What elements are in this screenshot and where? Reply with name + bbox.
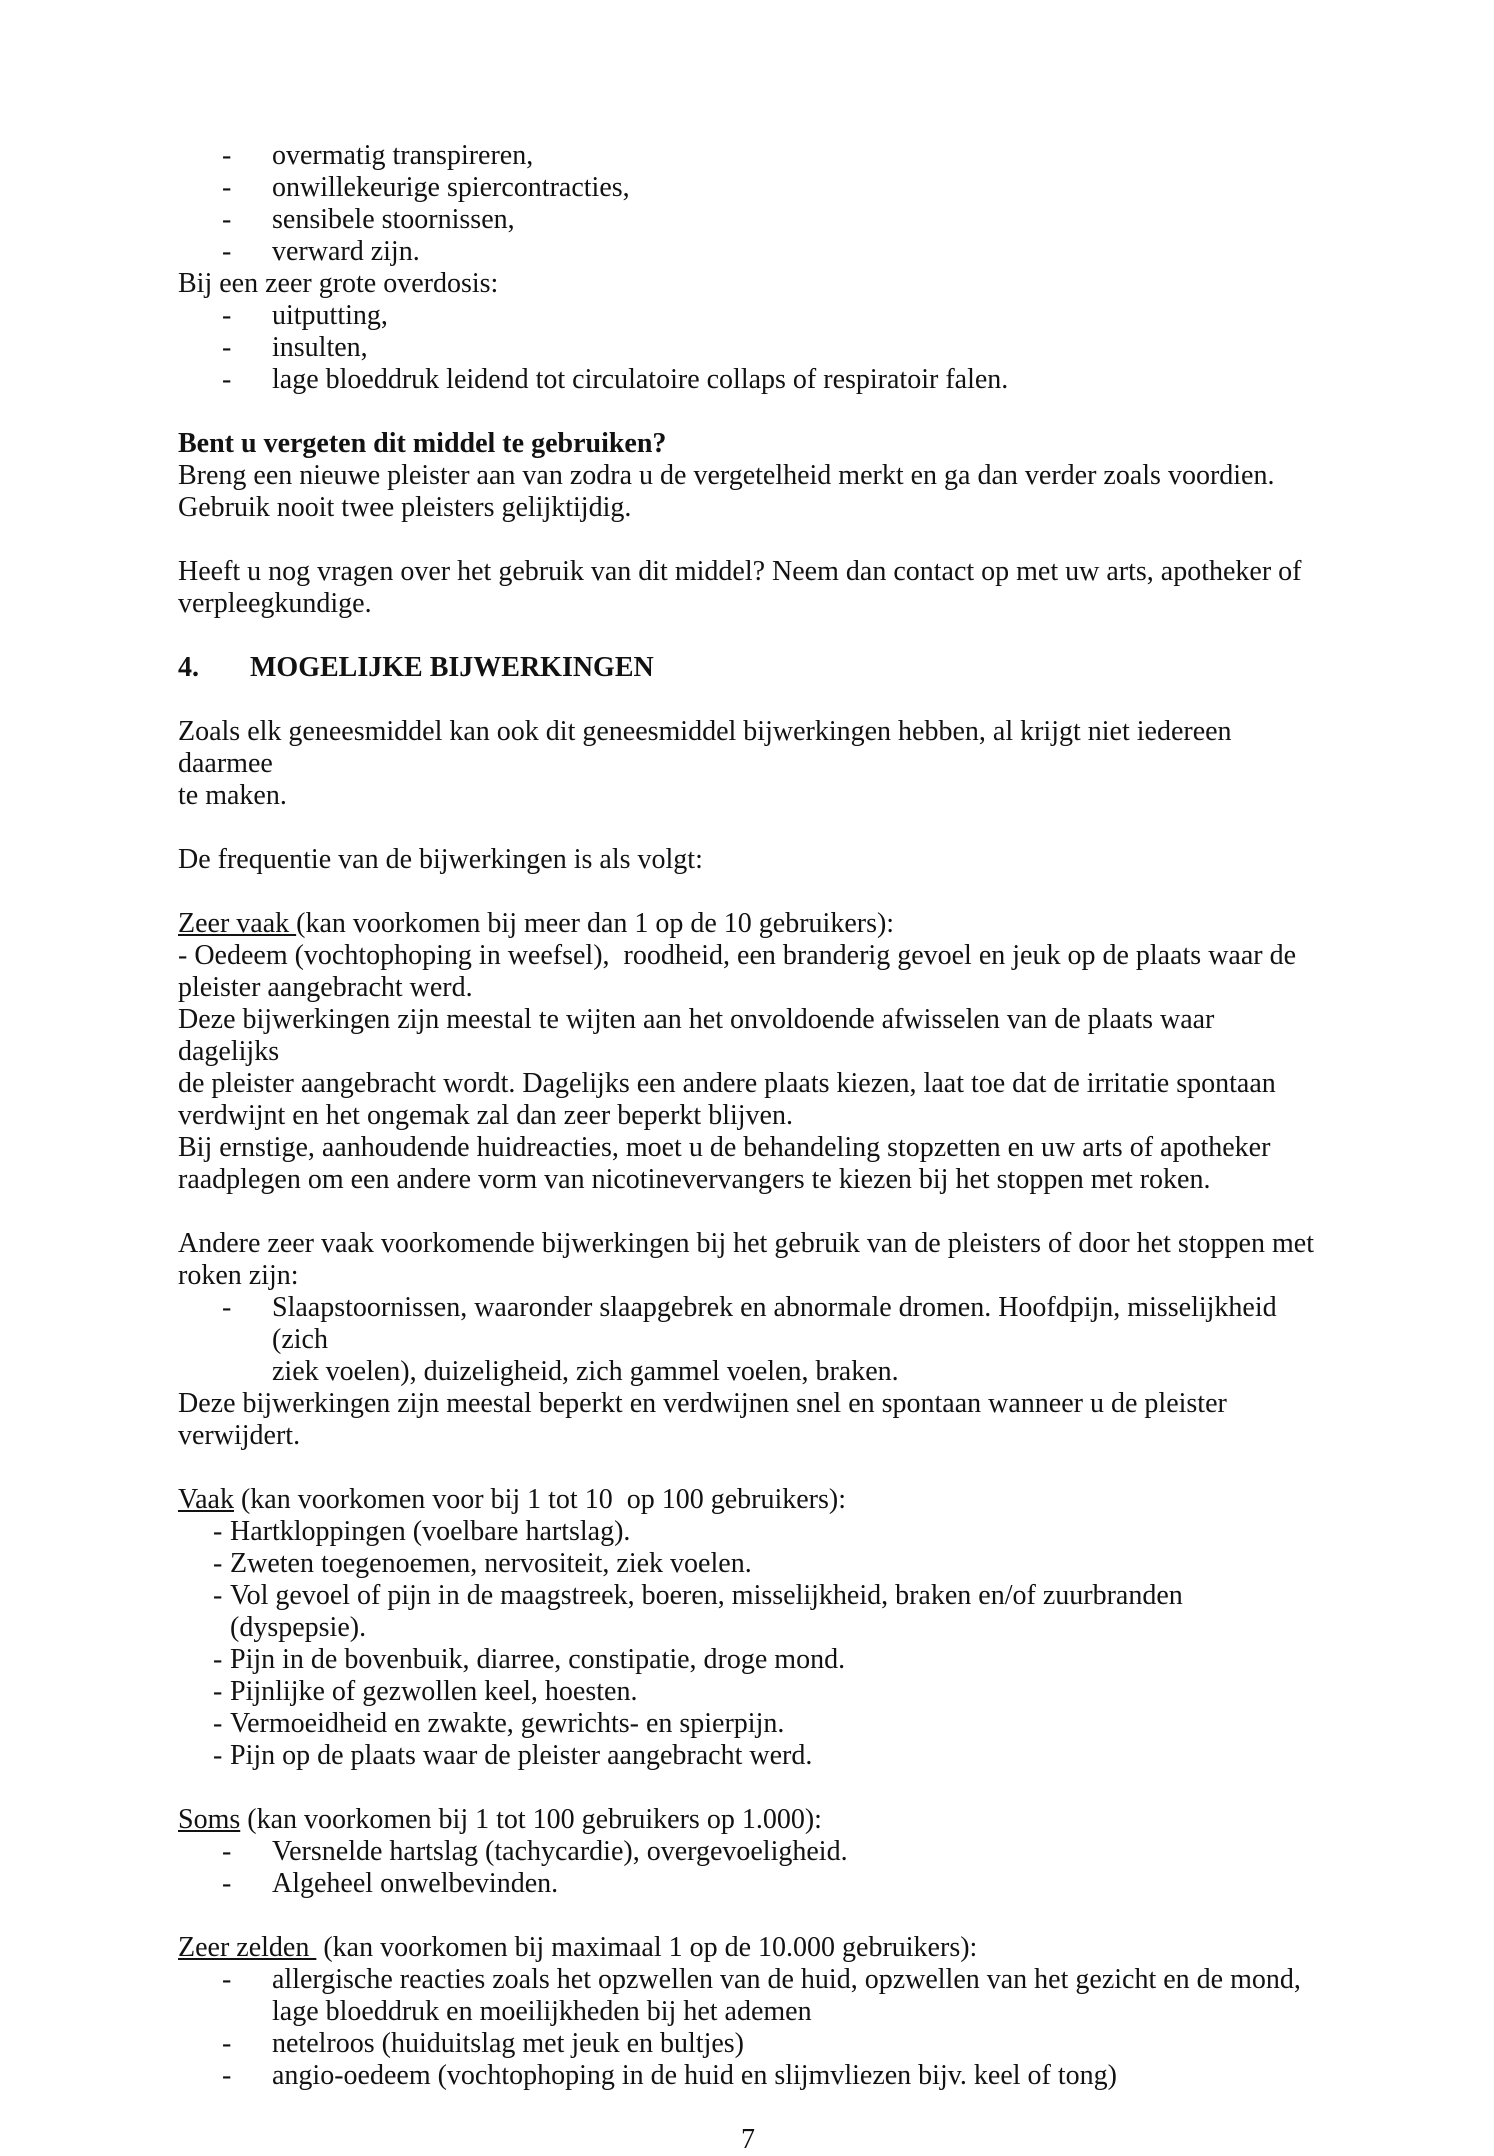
bullet-text-line: ziek voelen), duizeligheid, zich gammel voelen, braken. bbox=[272, 1356, 899, 1387]
frequency-paragraph bbox=[178, 1932, 1318, 1964]
section-title: MOGELIJKE BIJWERKINGEN bbox=[250, 652, 654, 683]
bullet-item bbox=[178, 140, 1318, 172]
text-line: Deze bijwerkingen zijn meestal te wijten aan het onvoldoende afwisselen van de plaats waar dagelijks bbox=[178, 1004, 1222, 1067]
section-number: 4. bbox=[178, 652, 199, 683]
text-line: Andere zeer vaak voorkomende bijwerkingen bij het gebruik van de pleisters of door het stoppen met bbox=[178, 1228, 1314, 1259]
bullet-dash: - bbox=[222, 1292, 232, 1323]
bullet-text-line: Vol gevoel of pijn in de maagstreek, boeren, misselijkheid, braken en/of zuurbranden (dyspepsie). bbox=[230, 1580, 1190, 1643]
bullet-text-line: allergische reacties zoals het opzwellen van de huid, opzwellen van het gezicht en de mond, bbox=[272, 1964, 1301, 1995]
bullet-text-line: Slaapstoornissen, waaronder slaapgebrek en abnormale dromen. Hoofdpijn, misselijkheid (zich bbox=[272, 1292, 1284, 1355]
bullet-list bbox=[178, 1516, 1318, 1772]
text-line: roken zijn: bbox=[178, 1260, 299, 1291]
bullet-text-line: Pijn in de bovenbuik, diarree, constipatie, droge mond. bbox=[230, 1644, 846, 1675]
bullet-text-line: onwillekeurige spiercontracties, bbox=[272, 172, 630, 203]
frequency-term: Vaak bbox=[178, 1484, 234, 1515]
bullet-text-line: Hartkloppingen (voelbare hartslag). bbox=[230, 1516, 631, 1547]
text-line: de pleister aangebracht wordt. Dagelijks een andere plaats kiezen, laat toe dat de irritatie spontaan bbox=[178, 1068, 1276, 1099]
text-line: te maken. bbox=[178, 780, 287, 811]
bullet-item bbox=[178, 1964, 1318, 2028]
bullet-dash: - bbox=[222, 2060, 232, 2091]
bullet-item bbox=[178, 1836, 1318, 1868]
bullet-text-line: lage bloeddruk en moeilijkheden bij het ademen bbox=[272, 1996, 812, 2027]
bullet-text-line: Vermoeidheid en zwakte, gewrichts- en spierpijn. bbox=[230, 1708, 785, 1739]
bullet-item bbox=[178, 1676, 1318, 1708]
frequency-paragraph bbox=[178, 1804, 1318, 1836]
heading-line: Bent u vergeten dit middel te gebruiken? bbox=[178, 428, 667, 459]
bullet-list bbox=[178, 300, 1318, 396]
bullet-dash: - bbox=[213, 1580, 223, 1611]
text-line: verwijdert. bbox=[178, 1420, 301, 1451]
bullet-item bbox=[178, 1516, 1318, 1548]
bullet-dash: - bbox=[222, 236, 232, 267]
frequency-term: Soms bbox=[178, 1804, 241, 1835]
bullet-text-line: Zweten toegenoemen, nervositeit, ziek voelen. bbox=[230, 1548, 752, 1579]
frequency-paragraph bbox=[178, 908, 1318, 1196]
bullet-item bbox=[178, 332, 1318, 364]
bullet-item bbox=[178, 204, 1318, 236]
bullet-list bbox=[178, 1836, 1318, 1900]
bullet-list bbox=[178, 1292, 1318, 1388]
bullet-text-line: Pijn op de plaats waar de pleister aangebracht werd. bbox=[230, 1740, 813, 1771]
bullet-item bbox=[178, 1644, 1318, 1676]
text-line: Bij ernstige, aanhoudende huidreacties, moet u de behandeling stopzetten en uw arts of apotheker bbox=[178, 1132, 1271, 1163]
frequency-heading-line: Zeer zelden (kan voorkomen bij maximaal 1 op de 10.000 gebruikers): bbox=[178, 1932, 978, 1963]
text-line: verdwijnt en het ongemak zal dan zeer beperkt blijven. bbox=[178, 1100, 793, 1131]
text-line: verpleegkundige. bbox=[178, 588, 372, 619]
bullet-dash: - bbox=[213, 1548, 223, 1579]
text-line: pleister aangebracht werd. bbox=[178, 972, 473, 1003]
bullet-dash: - bbox=[222, 140, 232, 171]
bullet-item bbox=[178, 236, 1318, 268]
paragraph bbox=[178, 1228, 1318, 1292]
bullet-dash: - bbox=[222, 2028, 232, 2059]
bullet-dash: - bbox=[213, 1676, 223, 1707]
frequency-paragraph bbox=[178, 1484, 1318, 1516]
bullet-item bbox=[178, 1580, 1318, 1644]
bullet-dash: - bbox=[213, 1644, 223, 1675]
paragraph bbox=[178, 556, 1318, 620]
bullet-text-line: netelroos (huiduitslag met jeuk en bultjes) bbox=[272, 2028, 745, 2059]
bullet-text-line: Versnelde hartslag (tachycardie), overgevoeligheid. bbox=[272, 1836, 848, 1867]
bullet-item bbox=[178, 1292, 1318, 1388]
bullet-text-line: overmatig transpireren, bbox=[272, 140, 534, 171]
bullet-dash: - bbox=[213, 1708, 223, 1739]
bullet-item bbox=[178, 1548, 1318, 1580]
bullet-dash: - bbox=[222, 332, 232, 363]
section-heading bbox=[178, 652, 1318, 684]
paragraph bbox=[178, 1388, 1318, 1452]
text-line: Heeft u nog vragen over het gebruik van dit middel? Neem dan contact op met uw arts, apotheker of bbox=[178, 556, 1302, 587]
page-number: 7 bbox=[741, 2124, 755, 2155]
text-line: Deze bijwerkingen zijn meestal beperkt en verdwijnen snel en spontaan wanneer u de pleister bbox=[178, 1388, 1227, 1419]
bullet-list bbox=[178, 1964, 1318, 2092]
bullet-dash: - bbox=[213, 1740, 223, 1771]
text-line: De frequentie van de bijwerkingen is als volgt: bbox=[178, 844, 703, 875]
bullet-item bbox=[178, 1868, 1318, 1900]
bullet-text-line: lage bloeddruk leidend tot circulatoire collaps of respiratoir falen. bbox=[272, 364, 1009, 395]
bullet-item bbox=[178, 2060, 1318, 2092]
bullet-text-line: sensibele stoornissen, bbox=[272, 204, 515, 235]
bullet-item bbox=[178, 2028, 1318, 2060]
frequency-heading-line: Vaak (kan voorkomen voor bij 1 tot 10 op 100 gebruikers): bbox=[178, 1484, 846, 1515]
bullet-item bbox=[178, 1740, 1318, 1772]
text-line: Breng een nieuwe pleister aan van zodra u de vergetelheid merkt en ga dan verder zoals voordien. bbox=[178, 460, 1275, 491]
bullet-dash: - bbox=[213, 1516, 223, 1547]
bullet-item bbox=[178, 364, 1318, 396]
text-line: raadplegen om een andere vorm van nicotinevervangers te kiezen bij het stoppen met roken. bbox=[178, 1164, 1211, 1195]
bullet-dash: - bbox=[222, 1964, 232, 1995]
frequency-heading-line: Soms (kan voorkomen bij 1 tot 100 gebruikers op 1.000): bbox=[178, 1804, 822, 1835]
paragraph bbox=[178, 268, 1318, 300]
paragraph bbox=[178, 844, 1318, 876]
paragraph bbox=[178, 460, 1318, 524]
text-line: - Oedeem (vochtophoping in weefsel), roodheid, een branderig gevoel en jeuk op de plaats waar de bbox=[178, 940, 1297, 971]
text-line: Bij een zeer grote overdosis: bbox=[178, 268, 499, 299]
bullet-text-line: verward zijn. bbox=[272, 236, 420, 267]
bullet-dash: - bbox=[222, 300, 232, 331]
bullet-list bbox=[178, 140, 1318, 268]
bullet-dash: - bbox=[222, 1836, 232, 1867]
bullet-text-line: Algeheel onwelbevinden. bbox=[272, 1868, 559, 1899]
paragraph bbox=[178, 716, 1318, 812]
section-heading-line bbox=[178, 652, 1318, 684]
bullet-text-line: uitputting, bbox=[272, 300, 388, 331]
text-line: Zoals elk geneesmiddel kan ook dit geneesmiddel bijwerkingen hebben, al krijgt niet iedereen daarmee bbox=[178, 716, 1239, 779]
bullet-dash: - bbox=[222, 204, 232, 235]
bullet-item bbox=[178, 1708, 1318, 1740]
bullet-dash: - bbox=[222, 1868, 232, 1899]
bullet-dash: - bbox=[222, 172, 232, 203]
bullet-item bbox=[178, 172, 1318, 204]
frequency-heading-line: Zeer vaak (kan voorkomen bij meer dan 1 op de 10 gebruikers): bbox=[178, 908, 895, 939]
bullet-text-line: Pijnlijke of gezwollen keel, hoesten. bbox=[230, 1676, 638, 1707]
bullet-text-line: angio-oedeem (vochtophoping in de huid en slijmvliezen bijv. keel of tong) bbox=[272, 2060, 1117, 2091]
frequency-term: Zeer vaak bbox=[178, 908, 297, 939]
bold-paragraph bbox=[178, 428, 1318, 460]
bullet-text-line: insulten, bbox=[272, 332, 368, 363]
text-line: Gebruik nooit twee pleisters gelijktijdig. bbox=[178, 492, 632, 523]
document-content bbox=[178, 140, 1318, 2092]
frequency-term: Zeer zelden bbox=[178, 1932, 317, 1963]
page-number-footer bbox=[178, 2124, 1318, 2156]
bullet-dash: - bbox=[222, 364, 232, 395]
bullet-item bbox=[178, 300, 1318, 332]
